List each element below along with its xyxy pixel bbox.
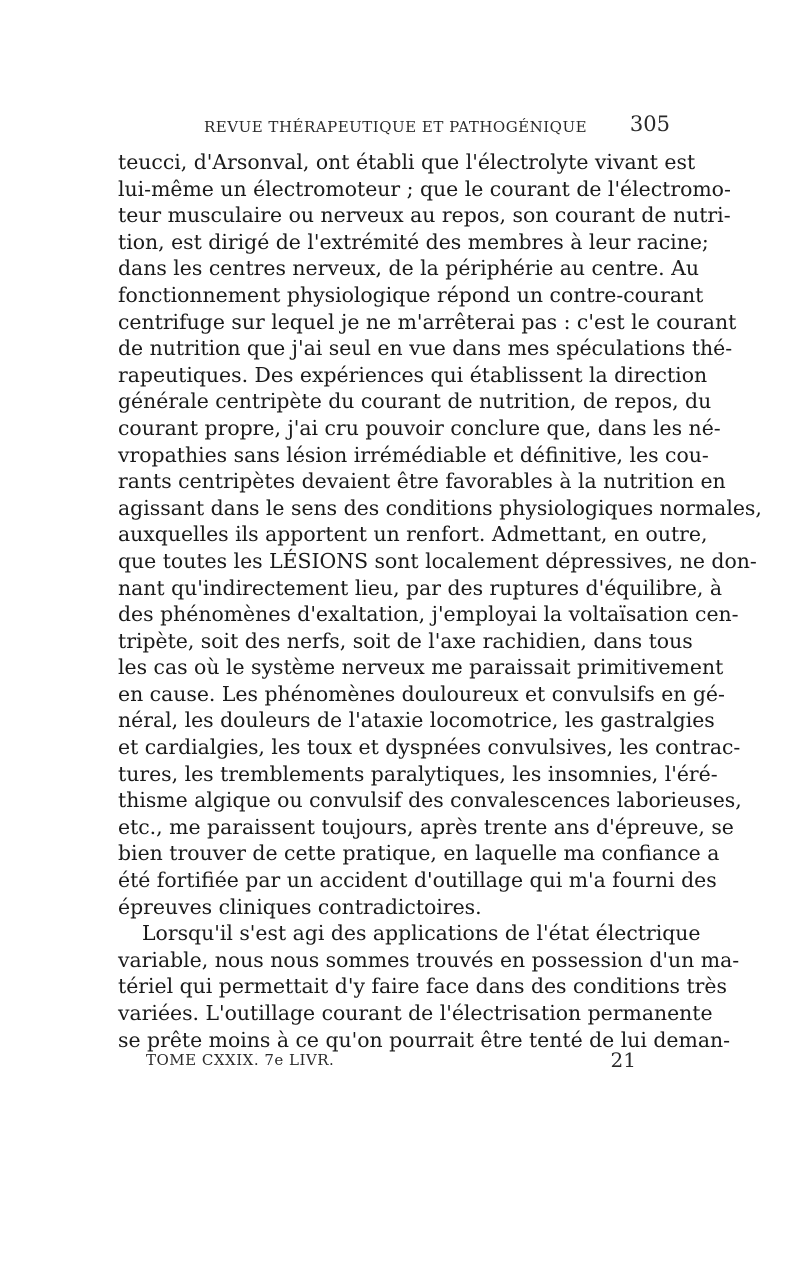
paragraph bbox=[118, 149, 762, 920]
text-line: que toutes les LÉSIONS sont localement dépressives, ne don- bbox=[118, 548, 757, 573]
text-line: Lorsqu'il s'est agi des applications de l'état électrique bbox=[142, 921, 701, 946]
text-line: vropathies sans lésion irrémédiable et définitive, les cou- bbox=[118, 442, 709, 467]
printer-signature: TOME CXXIX. 7e LIVR. bbox=[146, 1051, 335, 1069]
page-header bbox=[118, 112, 670, 142]
text-line: agissant dans le sens des conditions physiologiques normales, bbox=[118, 495, 762, 520]
text-line: tures, les tremblements paralytiques, les insomnies, l'éré- bbox=[118, 761, 718, 786]
text-line: bien trouver de cette pratique, en laquelle ma confiance a bbox=[118, 841, 720, 866]
text-line: teucci, d'Arsonval, ont établi que l'électrolyte vivant est bbox=[118, 150, 696, 174]
text-line: en cause. Les phénomènes douloureux et convulsifs en gé- bbox=[118, 681, 725, 706]
text-line: générale centripète du courant de nutrition, de repos, du bbox=[118, 389, 712, 414]
text-line: épreuves cliniques contradictoires. bbox=[118, 894, 482, 919]
page-footer bbox=[118, 1048, 636, 1078]
text-line: auxquelles ils apportent un renfort. Admettant, en outre, bbox=[118, 522, 708, 547]
text-line: nant qu'indirectement lieu, par des ruptures d'équilibre, à bbox=[118, 575, 723, 600]
text-line: tion, est dirigé de l'extrémité des membres à leur racine; bbox=[118, 229, 709, 254]
text-line: les cas où le système nerveux me paraissait primitivement bbox=[118, 655, 724, 680]
text-line: centrifuge sur lequel je ne m'arrêterai pas : c'est le courant bbox=[118, 309, 737, 334]
text-line: thisme algique ou convulsif des convalescences laborieuses, bbox=[118, 788, 742, 813]
text-line: rapeutiques. Des expériences qui établissent la direction bbox=[118, 362, 708, 387]
text-line: rants centripètes devaient être favorables à la nutrition en bbox=[118, 469, 726, 494]
text-line: été fortifiée par un accident d'outillage qui m'a fourni des bbox=[118, 868, 717, 893]
text-line: variées. L'outillage courant de l'électrisation permanente bbox=[118, 1001, 713, 1025]
text-line: tériel qui permettait d'y faire face dans des conditions très bbox=[118, 974, 727, 999]
text-line: tripète, soit des nerfs, soit de l'axe rachidien, dans tous bbox=[118, 628, 693, 653]
paragraph bbox=[118, 920, 740, 1053]
text-line: et cardialgies, les toux et dyspnées convulsives, les contrac- bbox=[118, 735, 741, 760]
page-number: 305 bbox=[629, 112, 670, 136]
text-line: courant propre, j'ai cru pouvoir conclure que, dans les né- bbox=[118, 415, 721, 440]
text-line: de nutrition que j'ai seul en vue dans mes spéculations thé- bbox=[118, 336, 733, 361]
text-line: variable, nous nous sommes trouvés en possession d'un ma- bbox=[118, 947, 740, 972]
text-line: etc., me paraissent toujours, après trente ans d'épreuve, se bbox=[118, 814, 734, 839]
text-line: dans les centres nerveux, de la périphérie au centre. Au bbox=[118, 256, 699, 281]
body-text bbox=[118, 149, 762, 1053]
text-line: lui-même un électromoteur ; que le courant de l'électromo- bbox=[118, 176, 731, 201]
text-line: fonctionnement physiologique répond un contre-courant bbox=[118, 282, 704, 307]
signature-mark: 21 bbox=[610, 1048, 636, 1072]
text-line: néral, les douleurs de l'ataxie locomotrice, les gastralgies bbox=[118, 708, 715, 733]
text-line: des phénomènes d'exaltation, j'employai la voltaïsation cen- bbox=[118, 602, 739, 627]
running-title: REVUE THÉRAPEUTIQUE ET PATHOGÉNIQUE bbox=[204, 118, 588, 136]
text-line: teur musculaire ou nerveux au repos, son courant de nutri- bbox=[118, 203, 731, 228]
text-line: se prête moins à ce qu'on pourrait être tenté de lui deman- bbox=[118, 1027, 731, 1052]
